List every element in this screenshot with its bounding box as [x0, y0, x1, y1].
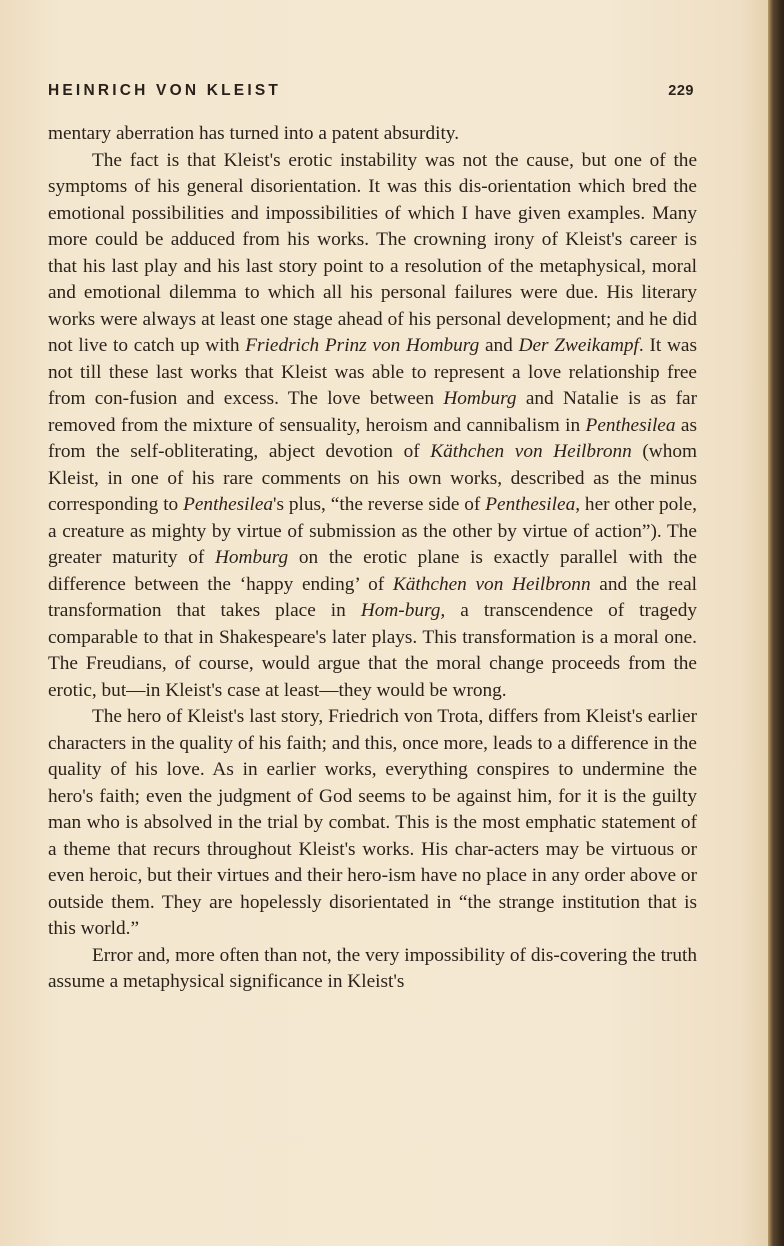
- italic-title: Penthesilea: [485, 494, 576, 515]
- italic-title: Homburg: [443, 388, 517, 409]
- italic-title: Friedrich Prinz von Homburg: [245, 335, 480, 356]
- italic-title: Penthesilea: [585, 414, 676, 436]
- paragraph: The hero of Kleist's last story, Friedrich von Trota, differs from Kleist's earlier characters in the quality of his faith; and this, once more, leads to a difference in the quality of his love. As in earlier works, everything conspires to undermine the hero's faith; even the judgment of God seems to be against him, for it is the guilty man who is absolved in the trial by combat. This is the most emphatic statement of a theme that recurs throughout Kleist's works. His char-acters may be virtuous or even heroic, but their virtues and their hero-ism have no place in any order above or outside them. They are hopelessly disorientated in “the strange institution that is this world.”: [48, 706, 697, 939]
- italic-title: Hom-burg,: [360, 600, 446, 621]
- italic-title: Homburg: [214, 547, 289, 568]
- running-title: HEINRICH VON KLEIST: [48, 82, 282, 99]
- body-text: [48, 121, 697, 996]
- paragraph: mentary aberration has turned into a patent absurdity.: [48, 123, 460, 144]
- page-edge: [768, 0, 784, 1246]
- italic-title: Käthchen von Heilbronn: [430, 441, 632, 462]
- paragraph: The fact is that Kleist's erotic instability was not the cause, but one of the symptoms of his general disorientation. It was this dis-orientation which bred the emotional possibilities and impossibilities of which I have given examples. Many more could be adduced from his works. The crowning irony of Kleist's career is that his last play and his last story point to a resolution of the metaphysical, moral and emotional dilemma to which all his personal failures were due. His literary works were always at least one stage ahead of his personal development; and he did not live to catch up with Friedrich Prinz von Homburg and Der Zweikampf. It was not till these last works that Kleist was able to represent a love relationship free from con-fusion and excess. The love between Homburg and Natalie is as far removed from the mixture of sensuality, heroism and cannibalism in Penthesilea as from the self-obliterating, abject devotion of Käthchen von Heilbronn (whom Kleist, in one of his rare comments on his own works, described as the minus corresponding to Penthesilea's plus, “the reverse side of Penthesilea, her other pole, a creature as mighty by virtue of submission as the other by virtue of action”). The greater maturity of Homburg on the erotic plane is exactly parallel with the difference between the ‘happy ending’ of Käthchen von Heilbronn and the real transformation that takes place in Hom-burg, a transcendence of tragedy comparable to that in Shakespeare's later plays. This transformation is a moral one. The Freudians, of course, would argue that the moral change proceeds from the erotic, but—in Kleist's case at least—they would be wrong.: [48, 149, 698, 701]
- paragraph: Error and, more often than not, the very impossibility of dis-covering the truth assume a metaphysical significance in Kleist's: [48, 944, 697, 992]
- running-head: [48, 82, 694, 108]
- italic-title: Käthchen von Heilbronn: [392, 573, 591, 595]
- italic-title: Penthesilea: [183, 494, 274, 515]
- page-number: 229: [668, 83, 694, 99]
- italic-title: Der Zweikampf: [518, 335, 639, 356]
